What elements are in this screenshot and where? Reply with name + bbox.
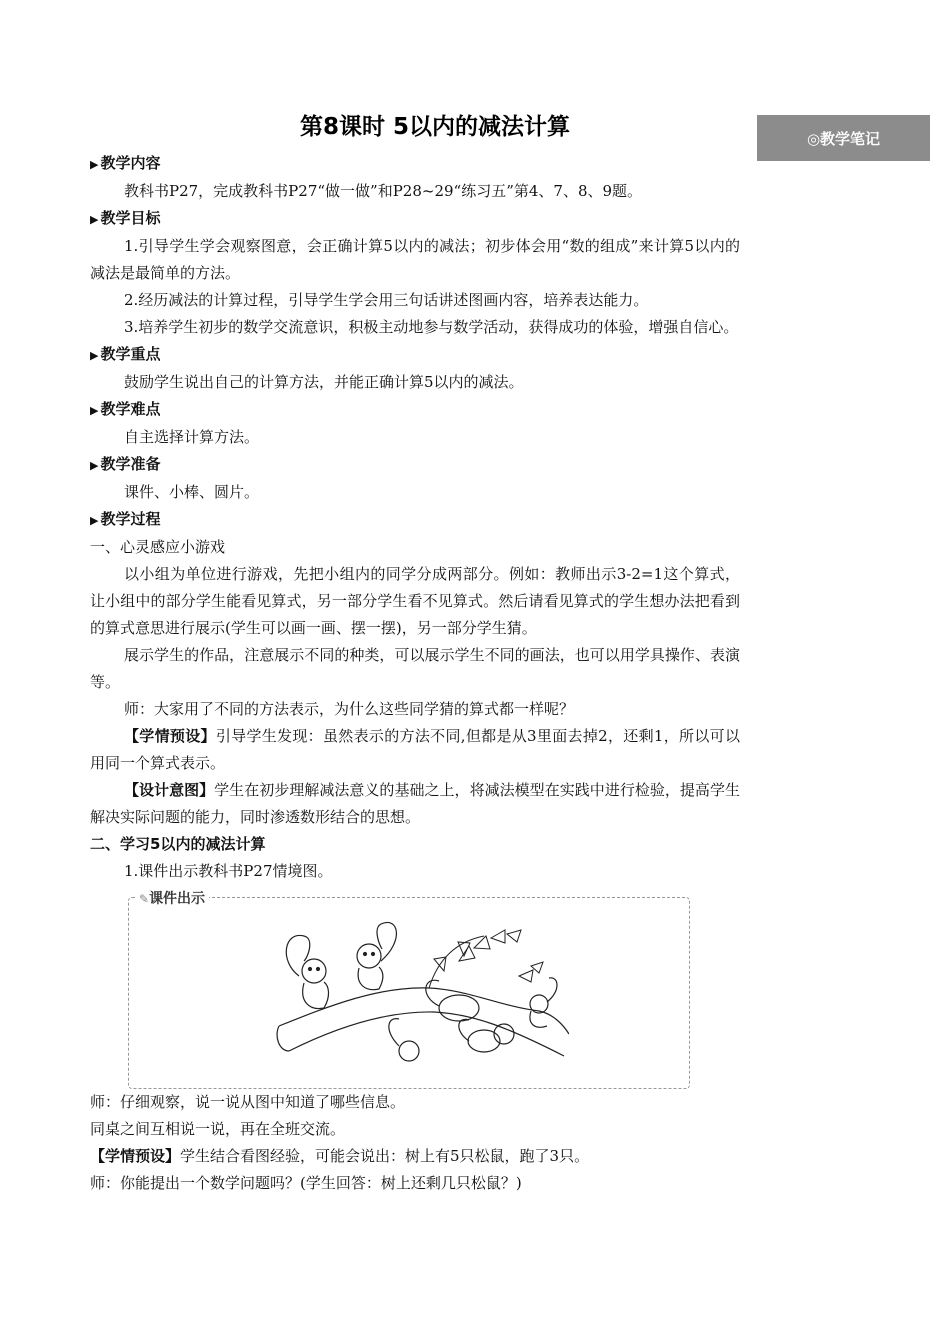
subsection-title: 一、心灵感应小游戏 — [90, 538, 226, 556]
tag-label: 【学情预设】 — [90, 1147, 181, 1165]
paragraph: 1.课件出示教科书P27情境图。 — [124, 862, 333, 880]
squirrel-illustration — [269, 916, 569, 1081]
paragraph: 3.培养学生初步的数学交流意识，积极主动地参与数学活动，获得成功的体验，增强自信心。 — [124, 318, 739, 336]
paragraph: 【设计意图】学生在初步理解减法意义的基础之上，将减法模型在实践中进行检验，提高学生解决实际问题的能力，同时渗透数形结合的思想。 — [90, 781, 740, 826]
paragraph: 师：大家用了不同的方法表示，为什么这些同学猜的算式都一样呢？ — [124, 700, 575, 718]
section-heading: ▶ 教学重点 — [90, 345, 161, 363]
paragraph: 1.引导学生学会观察图意，会正确计算5以内的减法；初步体会用“数的组成”来计算5以内的减法是最简单的方法。 — [90, 237, 740, 282]
section-heading: ▶ 教学内容 — [90, 154, 161, 172]
paragraph: 课件、小棒、圆片。 — [124, 483, 260, 501]
triangle-icon: ▶ — [90, 404, 99, 417]
page-title: 第8课时 5以内的减法计算 — [299, 114, 570, 140]
paragraph: 同桌之间互相说一说，再在全班交流。 — [90, 1120, 346, 1138]
paragraph: 展示学生的作品，注意展示不同的种类，可以展示学生不同的画法，也可以用学具操作、表演等。 — [90, 646, 740, 691]
section-heading: ▶ 教学难点 — [90, 400, 161, 418]
paragraph: 自主选择计算方法。 — [124, 428, 260, 446]
section-heading: ▶ 教学准备 — [90, 455, 161, 473]
triangle-icon: ▶ — [90, 459, 99, 472]
paragraph: 教科书P27，完成教科书P27“做一做”和P28~29“练习五”第4、7、8、9题。 — [124, 182, 643, 200]
triangle-icon: ▶ — [90, 349, 99, 362]
triangle-icon: ▶ — [90, 213, 99, 226]
paragraph: 师：仔细观察，说一说从图中知道了哪些信息。 — [90, 1093, 406, 1111]
section-heading: ▶ 教学目标 — [90, 209, 161, 227]
tag-label: 【学情预设】 — [124, 727, 216, 745]
pencil-icon: ✎ — [139, 892, 150, 906]
notes-tab: ◎教学笔记 — [757, 115, 930, 161]
triangle-icon: ▶ — [90, 514, 99, 527]
tag-label: 【设计意图】 — [124, 781, 215, 799]
paragraph: 【学情预设】学生结合看图经验，可能会说出：树上有5只松鼠，跑了3只。 — [90, 1147, 590, 1165]
subsection-title: 二、学习5以内的减法计算 — [90, 835, 266, 853]
paragraph: 师：你能提出一个数学问题吗？(学生回答：树上还剩几只松鼠？) — [90, 1174, 522, 1192]
section-heading: ▶ 教学过程 — [90, 510, 161, 528]
paragraph: 2.经历减法的计算过程，引导学生学会用三句话讲述图画内容，培养表达能力。 — [124, 291, 649, 309]
figure-label: ✎课件出示 — [135, 886, 209, 913]
triangle-icon: ▶ — [90, 158, 99, 171]
paragraph: 鼓励学生说出自己的计算方法，并能正确计算5以内的减法。 — [124, 373, 524, 391]
paragraph: 【学情预设】引导学生发现：虽然表示的方法不同,但都是从3里面去掉2，还剩1，所以可以用同一个算式表示。 — [90, 727, 740, 772]
paragraph: 以小组为单位进行游戏，先把小组内的同学分成两部分。例如：教师出示3-2=1这个算式，让小组中的部分学生能看见算式，另一部分学生看不见算式。然后请看见算式的学生想办法把看到的算式意思进行展示(学生可以画一画、摆一摆)，另一部分学生猜。 — [90, 565, 740, 637]
lesson-content — [90, 150, 740, 1197]
figure-box — [128, 891, 690, 1089]
